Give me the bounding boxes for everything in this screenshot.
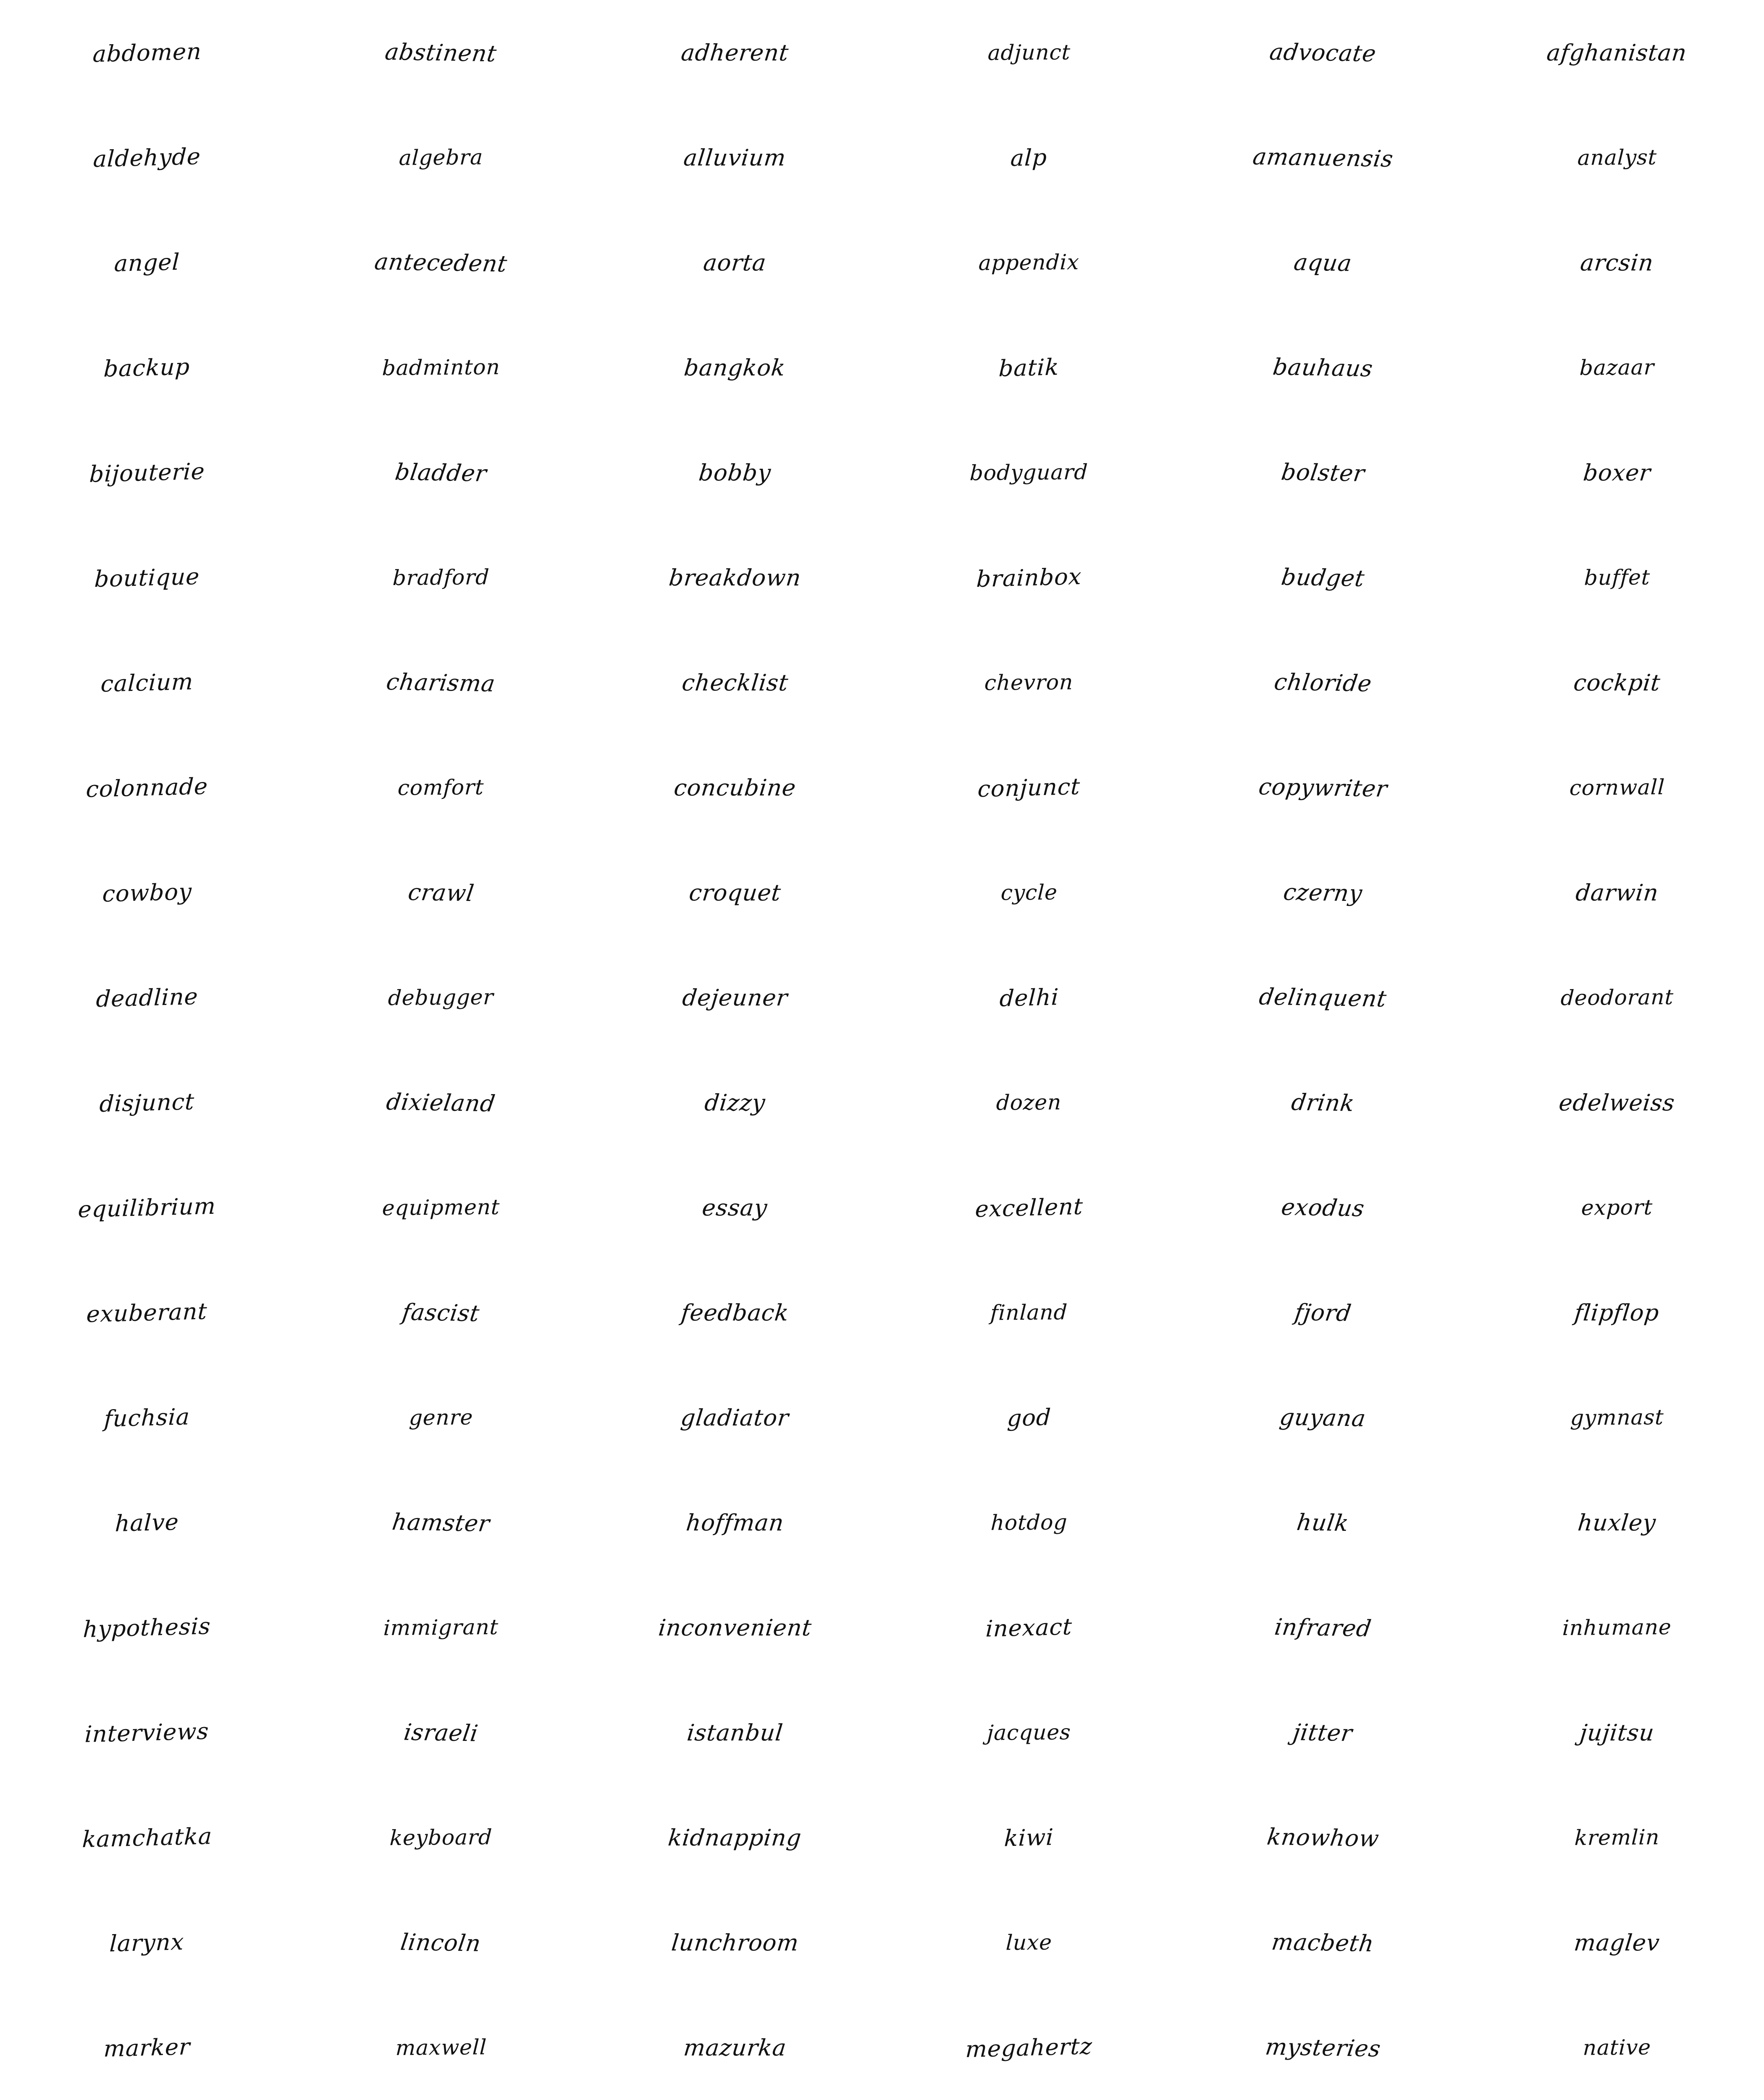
- handwritten-word: afghanistan: [1546, 39, 1688, 66]
- word-cell: [882, 315, 1176, 420]
- handwritten-word: advocate: [1268, 38, 1378, 67]
- handwritten-word: crawl: [406, 879, 476, 906]
- handwritten-word: hotdog: [990, 1510, 1068, 1535]
- handwritten-word: bijouterie: [89, 457, 205, 488]
- handwritten-word: finland: [990, 1300, 1068, 1325]
- handwritten-word: fjord: [1293, 1299, 1353, 1326]
- word-cell: [1470, 1680, 1764, 1785]
- word-cell: [1176, 525, 1470, 630]
- word-cell: [882, 1365, 1176, 1470]
- handwritten-word: dixieland: [385, 1088, 497, 1117]
- handwritten-word: czerny: [1281, 878, 1365, 907]
- word-cell: [588, 630, 882, 735]
- word-cell: [1470, 1365, 1764, 1470]
- word-cell: [588, 1470, 882, 1575]
- word-cell: [1176, 1995, 1470, 2100]
- handwritten-word: larynx: [109, 1928, 185, 1957]
- handwritten-word: amanuensis: [1251, 143, 1395, 172]
- handwritten-word: bobby: [697, 459, 773, 486]
- handwritten-word: halve: [114, 1508, 180, 1537]
- word-cell: [0, 1470, 294, 1575]
- word-cell: [588, 735, 882, 840]
- word-cell: [0, 1050, 294, 1155]
- word-cell: [1470, 420, 1764, 525]
- word-cell: [294, 1575, 588, 1680]
- word-cell: [588, 1575, 882, 1680]
- handwritten-word: maglev: [1572, 1929, 1662, 1956]
- word-cell: [0, 840, 294, 945]
- word-cell: [882, 1890, 1176, 1995]
- word-cell: [1176, 630, 1470, 735]
- word-cell: [882, 1680, 1176, 1785]
- handwritten-word: kiwi: [1003, 1823, 1055, 1852]
- word-cell: [294, 1995, 588, 2100]
- word-cell: [1176, 210, 1470, 315]
- handwritten-word: hoffman: [685, 1509, 785, 1536]
- handwritten-word: aorta: [702, 249, 768, 276]
- word-cell: [882, 1785, 1176, 1890]
- handwritten-word: jacques: [986, 1720, 1072, 1745]
- word-cell: [0, 210, 294, 315]
- word-cell: [0, 420, 294, 525]
- word-cell: [1176, 1575, 1470, 1680]
- handwritten-word: breakdown: [667, 564, 803, 591]
- handwritten-word: deodorant: [1560, 984, 1674, 1011]
- word-cell: [1176, 1050, 1470, 1155]
- word-cell: [588, 1050, 882, 1155]
- word-cell: [588, 105, 882, 210]
- word-cell: [882, 0, 1176, 105]
- word-cell: [588, 840, 882, 945]
- word-cell: [1176, 735, 1470, 840]
- handwritten-word: checklist: [680, 669, 790, 696]
- handwritten-word: god: [1006, 1404, 1052, 1431]
- handwritten-word: jitter: [1292, 1719, 1354, 1746]
- handwritten-word: drink: [1289, 1089, 1357, 1116]
- handwritten-word: aqua: [1292, 249, 1354, 276]
- handwritten-word: charisma: [385, 668, 497, 697]
- handwritten-word: excellent: [974, 1193, 1084, 1222]
- word-cell: [588, 1785, 882, 1890]
- word-cell: [882, 735, 1176, 840]
- handwritten-word: debugger: [388, 984, 494, 1011]
- handwritten-word: adjunct: [987, 40, 1071, 65]
- handwritten-word: brainbox: [976, 563, 1082, 592]
- word-cell: [882, 1470, 1176, 1575]
- word-cell: [0, 630, 294, 735]
- handwritten-word: backup: [103, 353, 191, 382]
- word-cell: [882, 1260, 1176, 1365]
- word-cell: [0, 1575, 294, 1680]
- word-cell: [1176, 1680, 1470, 1785]
- word-cell: [1176, 840, 1470, 945]
- handwritten-word: alp: [1010, 144, 1048, 171]
- handwritten-word: boxer: [1582, 459, 1652, 486]
- word-cell: [1176, 1155, 1470, 1260]
- handwritten-word: jujitsu: [1578, 1719, 1656, 1746]
- word-cell: [882, 525, 1176, 630]
- handwritten-word: cycle: [1000, 880, 1058, 905]
- handwritten-word: cowboy: [102, 878, 192, 907]
- word-cell: [1470, 1155, 1764, 1260]
- word-cell: [588, 315, 882, 420]
- word-cell: [0, 1260, 294, 1365]
- handwritten-word: flipflop: [1573, 1299, 1661, 1326]
- word-cell: [882, 105, 1176, 210]
- handwritten-word: hulk: [1295, 1509, 1351, 1536]
- handwritten-word: kidnapping: [667, 1824, 803, 1851]
- word-cell: [1470, 1260, 1764, 1365]
- word-cell: [588, 420, 882, 525]
- handwritten-word: megahertz: [965, 2032, 1093, 2063]
- handwritten-word: lunchroom: [670, 1929, 800, 1956]
- handwritten-word: bradford: [392, 564, 490, 591]
- handwritten-word: bodyguard: [969, 459, 1089, 486]
- handwritten-word: chevron: [984, 670, 1074, 695]
- handwritten-word: appendix: [978, 249, 1080, 276]
- word-cell: [1470, 1575, 1764, 1680]
- handwritten-word: israeli: [402, 1718, 480, 1747]
- handwritten-word: dozen: [996, 1090, 1062, 1115]
- handwritten-word: mysteries: [1263, 2033, 1383, 2062]
- word-cell: [294, 1050, 588, 1155]
- handwritten-word: budget: [1279, 563, 1367, 592]
- word-cell: [1470, 315, 1764, 420]
- word-cell: [294, 105, 588, 210]
- word-cell: [1176, 1365, 1470, 1470]
- word-cell: [294, 525, 588, 630]
- word-cell: [0, 105, 294, 210]
- word-cell: [1470, 105, 1764, 210]
- word-cell: [882, 1575, 1176, 1680]
- handwritten-word: hamster: [390, 1508, 492, 1537]
- word-cell: [1176, 1260, 1470, 1365]
- word-cell: [294, 1470, 588, 1575]
- handwritten-word: gymnast: [1570, 1405, 1664, 1430]
- word-cell: [1176, 420, 1470, 525]
- handwritten-word: dizzy: [703, 1089, 767, 1116]
- word-cell: [0, 735, 294, 840]
- handwritten-word: aldehyde: [92, 143, 202, 172]
- word-cell: [0, 1995, 294, 2100]
- word-cell: [294, 1890, 588, 1995]
- handwritten-word: marker: [103, 2033, 191, 2062]
- word-cell: [588, 1995, 882, 2100]
- handwritten-word: huxley: [1576, 1509, 1658, 1536]
- word-cell: [0, 1785, 294, 1890]
- handwritten-word: analyst: [1577, 145, 1657, 170]
- word-cell: [1176, 1890, 1470, 1995]
- handwritten-word: macbeth: [1270, 1928, 1376, 1957]
- handwritten-word: delinquent: [1257, 983, 1389, 1012]
- handwritten-word: maxwell: [395, 2035, 487, 2060]
- word-cell: [882, 1050, 1176, 1155]
- word-cell: [588, 210, 882, 315]
- handwritten-word: lincoln: [399, 1928, 483, 1957]
- handwritten-word: badminton: [381, 354, 501, 381]
- handwritten-word: kremlin: [1574, 1825, 1660, 1850]
- handwritten-word: feedback: [680, 1299, 790, 1326]
- word-cell: [294, 210, 588, 315]
- handwritten-word: deadline: [95, 983, 199, 1012]
- handwritten-word: arcsin: [1579, 249, 1655, 276]
- word-cell: [1470, 945, 1764, 1050]
- word-cell: [0, 315, 294, 420]
- handwritten-word: dejeuner: [681, 984, 789, 1011]
- word-cell: [588, 1260, 882, 1365]
- word-cell: [1176, 1470, 1470, 1575]
- handwritten-word: alluvium: [682, 144, 788, 171]
- word-cell: [1470, 1785, 1764, 1890]
- word-cell: [1470, 630, 1764, 735]
- handwritten-word: fascist: [400, 1298, 482, 1327]
- handwritten-word: antecedent: [373, 248, 509, 277]
- handwritten-word: croquet: [688, 879, 782, 906]
- word-cell: [0, 1680, 294, 1785]
- handwritten-word: gladiator: [680, 1404, 790, 1431]
- word-cell: [294, 945, 588, 1050]
- handwritten-word: algebra: [398, 145, 484, 170]
- word-cell: [294, 840, 588, 945]
- handwritten-word: genre: [408, 1405, 474, 1430]
- handwritten-word: native: [1582, 2035, 1652, 2060]
- word-cell: [294, 1785, 588, 1890]
- word-cell: [588, 945, 882, 1050]
- handwritten-word: kamchatka: [81, 1822, 213, 1853]
- word-cell: [1470, 210, 1764, 315]
- word-cell: [882, 1155, 1176, 1260]
- handwritten-word: darwin: [1574, 879, 1660, 906]
- word-cell: [294, 1260, 588, 1365]
- word-cell: [588, 525, 882, 630]
- handwritten-word: infrared: [1273, 1613, 1373, 1642]
- handwritten-word: copywriter: [1257, 773, 1389, 802]
- word-cell: [1470, 1995, 1764, 2100]
- word-cell: [1470, 735, 1764, 840]
- handwritten-word: mazurka: [682, 2034, 788, 2061]
- word-cell: [1470, 840, 1764, 945]
- word-cell: [882, 840, 1176, 945]
- handwritten-word: adherent: [680, 39, 790, 66]
- handwritten-word: export: [1580, 1195, 1654, 1220]
- word-cell: [882, 945, 1176, 1050]
- handwritten-word: cockpit: [1572, 669, 1662, 696]
- word-cell: [1470, 1050, 1764, 1155]
- handwritten-word: inhumane: [1562, 1614, 1672, 1641]
- handwritten-word: bangkok: [683, 354, 787, 381]
- word-cell: [0, 1365, 294, 1470]
- handwritten-word: disjunct: [99, 1088, 195, 1117]
- word-cell: [294, 1155, 588, 1260]
- handwritten-word: equilibrium: [77, 1192, 217, 1223]
- word-cell: [294, 630, 588, 735]
- handwritten-word: exuberant: [86, 1297, 208, 1328]
- handwritten-word: batik: [998, 353, 1060, 382]
- handwritten-word: hypothesis: [82, 1612, 212, 1643]
- word-cell: [882, 1995, 1176, 2100]
- handwritten-word: buffet: [1583, 565, 1651, 590]
- handwritten-word: comfort: [397, 775, 485, 800]
- word-cell: [1176, 0, 1470, 105]
- handwritten-word: bazaar: [1579, 355, 1655, 380]
- handwritten-word: concubine: [672, 774, 798, 801]
- word-cell: [1176, 315, 1470, 420]
- word-cell: [588, 1365, 882, 1470]
- handwritten-word: calcium: [100, 668, 194, 697]
- handwritten-word: interviews: [84, 1717, 210, 1748]
- word-cell: [294, 1365, 588, 1470]
- handwritten-word: keyboard: [389, 1824, 493, 1851]
- handwritten-word: essay: [701, 1194, 769, 1221]
- handwritten-word: exodus: [1279, 1193, 1367, 1222]
- handwritten-word: guyana: [1278, 1403, 1368, 1432]
- handwritten-word: bladder: [393, 458, 489, 487]
- handwritten-word: inexact: [985, 1613, 1073, 1642]
- handwritten-word: inconvenient: [657, 1614, 813, 1641]
- handwritten-word: colonnade: [85, 772, 209, 803]
- word-cell: [1176, 1785, 1470, 1890]
- handwritten-word: delhi: [999, 983, 1059, 1012]
- handwritten-word: chloride: [1272, 668, 1374, 697]
- word-cell: [588, 0, 882, 105]
- handwritten-word: knowhow: [1265, 1823, 1381, 1852]
- word-cell: [882, 420, 1176, 525]
- word-cell: [1470, 1890, 1764, 1995]
- handwritten-word: bolster: [1279, 458, 1367, 487]
- word-cell: [1176, 105, 1470, 210]
- handwritten-word: luxe: [1005, 1930, 1053, 1955]
- handwritten-word: abdomen: [92, 38, 202, 67]
- word-cell: [0, 1155, 294, 1260]
- handwritten-word: angel: [113, 248, 181, 277]
- word-cell: [588, 1155, 882, 1260]
- word-cell: [588, 1680, 882, 1785]
- handwritten-word: abstinent: [383, 38, 499, 67]
- handwritten-word: cornwall: [1569, 775, 1665, 800]
- word-cell: [882, 210, 1176, 315]
- handwritten-word: istanbul: [685, 1719, 785, 1746]
- word-cell: [294, 420, 588, 525]
- word-cell: [882, 630, 1176, 735]
- word-cell: [294, 315, 588, 420]
- word-cell: [588, 1890, 882, 1995]
- word-cell: [0, 1890, 294, 1995]
- handwritten-word: fuchsia: [103, 1403, 191, 1432]
- handwritten-word: edelweiss: [1557, 1089, 1677, 1116]
- word-cell: [0, 0, 294, 105]
- word-cell: [0, 525, 294, 630]
- word-cell: [294, 1680, 588, 1785]
- handwritten-word: boutique: [94, 563, 200, 592]
- word-cell: [0, 945, 294, 1050]
- handwritten-word: conjunct: [977, 773, 1081, 802]
- handwritten-word: immigrant: [383, 1614, 499, 1641]
- word-cell: [294, 735, 588, 840]
- handwritten-word: equipment: [381, 1194, 501, 1221]
- word-cell: [1176, 945, 1470, 1050]
- word-cell: [1470, 525, 1764, 630]
- word-cell: [1470, 0, 1764, 105]
- word-cell: [1470, 1470, 1764, 1575]
- word-cell: [294, 0, 588, 105]
- handwritten-word: bauhaus: [1271, 353, 1375, 382]
